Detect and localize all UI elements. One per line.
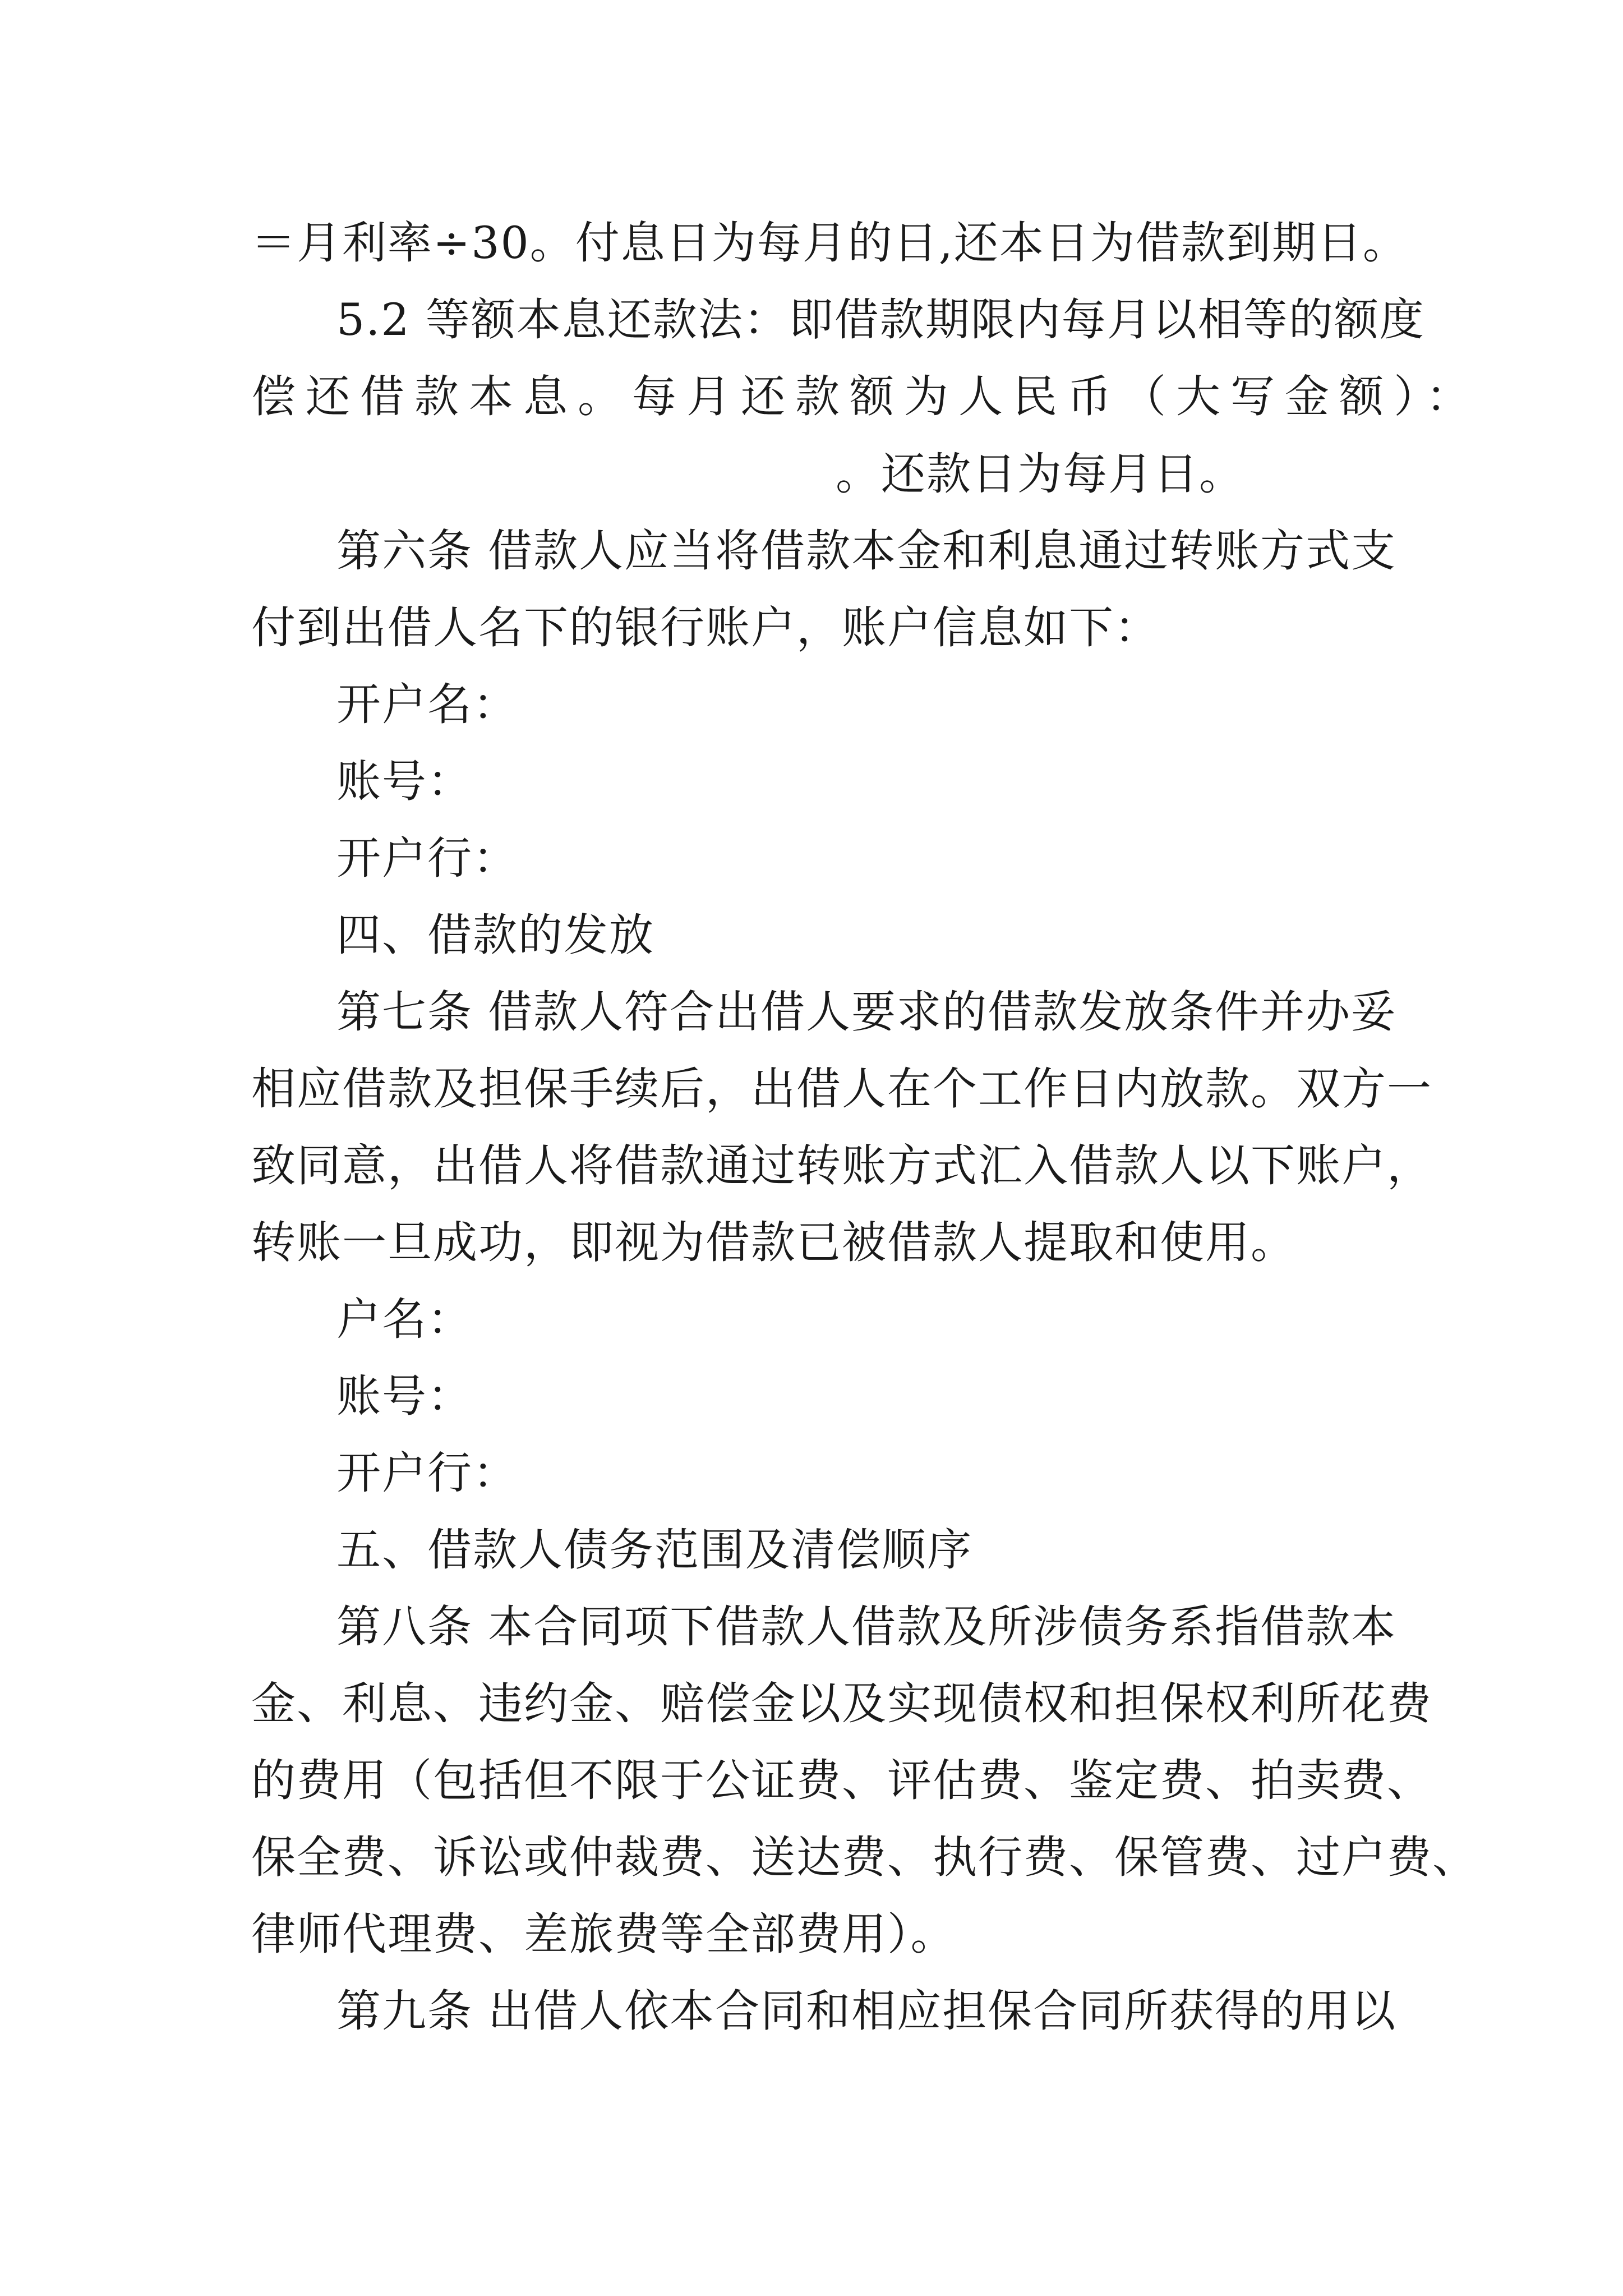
text-line: 开户名： bbox=[336, 679, 518, 730]
text-line: 账号： bbox=[336, 756, 473, 807]
text-line: 保全费、诉讼或仲裁费、送达费、执行费、保管费、过户费、 bbox=[251, 1832, 1478, 1883]
text-line: 第六条 借款人应当将借款本金和利息通过转账方式支 bbox=[336, 525, 1397, 577]
text-line: 转账一旦成功，即视为借款已被借款人提取和使用。 bbox=[251, 1217, 1296, 1268]
text-line: 的费用（包括但不限于公证费、评估费、鉴定费、拍卖费、 bbox=[251, 1755, 1432, 1806]
text-line: 付到出借人名下的银行账户，账户信息如下： bbox=[251, 602, 1160, 654]
section-heading: 五、借款人债务范围及清偿顺序 bbox=[336, 1524, 972, 1576]
text-line: 律师代理费、差旅费等全部费用）。 bbox=[251, 1908, 956, 1960]
text-line: ＝月利率÷30。付息日为每月的日,还本日为借款到期日。 bbox=[251, 217, 1408, 269]
text-line: 第七条 借款人符合出借人要求的借款发放条件并办妥 bbox=[336, 986, 1397, 1038]
text-line: 开户行： bbox=[336, 832, 518, 884]
text-line: 。还款日为每月日。 bbox=[836, 448, 1244, 500]
text-line: 开户行： bbox=[336, 1447, 518, 1499]
text-line: 账号： bbox=[336, 1370, 473, 1422]
section-heading: 四、借款的发放 bbox=[336, 909, 654, 961]
text-line: 第九条 出借人依本合同和相应担保合同所获得的用以 bbox=[336, 1985, 1397, 2037]
text-line: 金、利息、违约金、赔偿金以及实现债权和担保权利所花费 bbox=[251, 1678, 1432, 1729]
text-line: 第八条 本合同项下借款人借款及所涉债务系指借款本 bbox=[336, 1601, 1397, 1653]
text-line: 致同意，出借人将借款通过转账方式汇入借款人以下账户， bbox=[251, 1140, 1432, 1191]
text-line: 相应借款及担保手续后，出借人在个工作日内放款。双方一 bbox=[251, 1063, 1432, 1115]
text-line: 偿还借款本息。每月还款额为人民币（大写金额）： bbox=[251, 371, 1481, 422]
text-line: 户名： bbox=[336, 1294, 473, 1345]
text-line: 5.2 等额本息还款法：即借款期限内每月以相等的额度 bbox=[336, 294, 1425, 346]
